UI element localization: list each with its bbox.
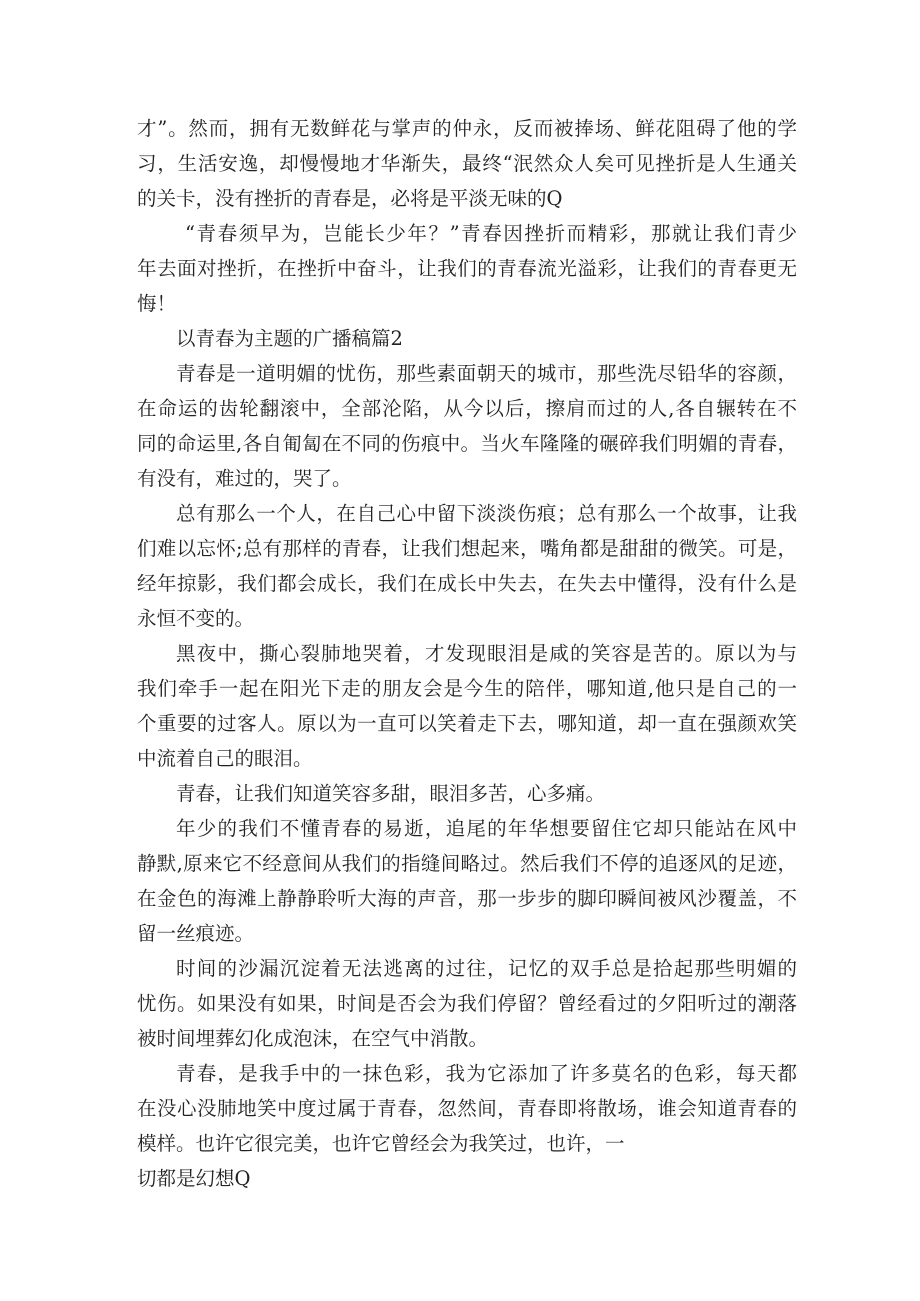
text-line: 留一丝痕迹。 (137, 922, 255, 945)
section-heading (137, 321, 797, 356)
text-line: 的关卡，没有挫折的青春是，必将是平淡无味的Q (137, 187, 563, 210)
text-line: 有没有，难过的，哭了。 (137, 467, 352, 490)
text-line: 年去面对挫折，在挫折中奋斗，让我们的青春流光溢彩，让我们的青春更无 (137, 257, 797, 280)
text-line: 忧伤。如果没有如果，时间是否会为我们停留？曾经看过的夕阳听过的潮落 (137, 992, 797, 1015)
text-line: 悔！ (137, 292, 177, 315)
paragraph (137, 636, 797, 776)
text-line: 同的命运里,各自匍匐在不同的伤痕中。当火车隆隆的碾碎我们明媚的青春， (137, 432, 797, 455)
text-line: 我们牵手一起在阳光下走的朋友会是今生的陪伴，哪知道,他只是自己的一 (137, 677, 797, 700)
paragraph (137, 496, 797, 636)
paragraph (137, 356, 797, 496)
text-line: 们难以忘怀;总有那样的青春，让我们想起来，嘴角都是甜甜的微笑。可是， (137, 537, 797, 560)
text-line: 总有那么一个人，在自己心中留下淡淡伤痕；总有那么一个故事，让我 (176, 502, 797, 525)
text-line: 在没心没肺地笑中度过属于青春，忽然间，青春即将散场，谁会知道青春的 (137, 1097, 797, 1120)
text-line: 时间的沙漏沉淀着无法逃离的过往，记忆的双手总是拾起那些明媚的 (176, 957, 797, 980)
text-line: 被时间埋葬幻化成泡沫，在空气中消散。 (137, 1027, 489, 1050)
text-line: 青春，让我们知道笑容多甜，眼泪多苦，心多痛。 (176, 782, 606, 805)
heading-text: 以青春为主题的广播稿篇2 (176, 327, 403, 350)
text-line: 习，生活安逸，却慢慢地才华渐失，最终“泯然众人矣可见挫折是人生通关 (137, 152, 797, 175)
paragraph-continuation (137, 111, 797, 216)
text-line: 才”。然而，拥有无数鲜花与掌声的仲永，反而被捧场、鲜花阻碍了他的学 (137, 117, 797, 140)
text-line: 永恒不变的。 (137, 607, 255, 630)
text-line: 中流着自己的眼泪。 (137, 747, 313, 770)
paragraph (137, 951, 797, 1056)
text-line: 青春是一道明媚的忧伤，那些素面朝天的城市，那些洗尽铅华的容颜， (176, 362, 797, 385)
paragraph (137, 811, 797, 951)
text-line: 在金色的海滩上静静聆听大海的声音，那一步步的脚印瞬间被风沙覆盖，不 (137, 887, 797, 910)
text-line: 年少的我们不懂青春的易逝，追尾的年华想要留住它却只能站在风中 (176, 817, 797, 840)
text-line: 黑夜中，撕心裂肺地哭着，才发现眼泪是咸的笑容是苦的。原以为与 (176, 642, 797, 665)
text-line: 青春，是我手中的一抹色彩，我为它添加了许多莫名的色彩，每天都 (176, 1062, 797, 1085)
text-line: 个重要的过客人。原以为一直可以笑着走下去，哪知道，却一直在强颜欢笑 (137, 712, 797, 735)
paragraph-quote (137, 216, 797, 321)
paragraph (137, 776, 797, 811)
text-line: “青春须早为，岂能长少年？”青春因挫折而精彩，那就让我们青少 (185, 222, 797, 245)
text-line: 静默,原来它不经意间从我们的指缝间略过。然后我们不停的追逐风的足迹， (137, 852, 797, 875)
text-line: 在命运的齿轮翻滚中，全部沦陷，从今以后，擦肩而过的人,各自辗转在不 (137, 397, 797, 420)
text-line: 经年掠影，我们都会成长，我们在成长中失去，在失去中懂得，没有什么是 (137, 572, 797, 595)
text-line: 切都是幻想Q (137, 1167, 251, 1190)
text-line: 模样。也许它很完美，也许它曾经会为我笑过，也许，一 (137, 1132, 625, 1155)
paragraph (137, 1056, 797, 1196)
document-page (137, 111, 797, 1196)
